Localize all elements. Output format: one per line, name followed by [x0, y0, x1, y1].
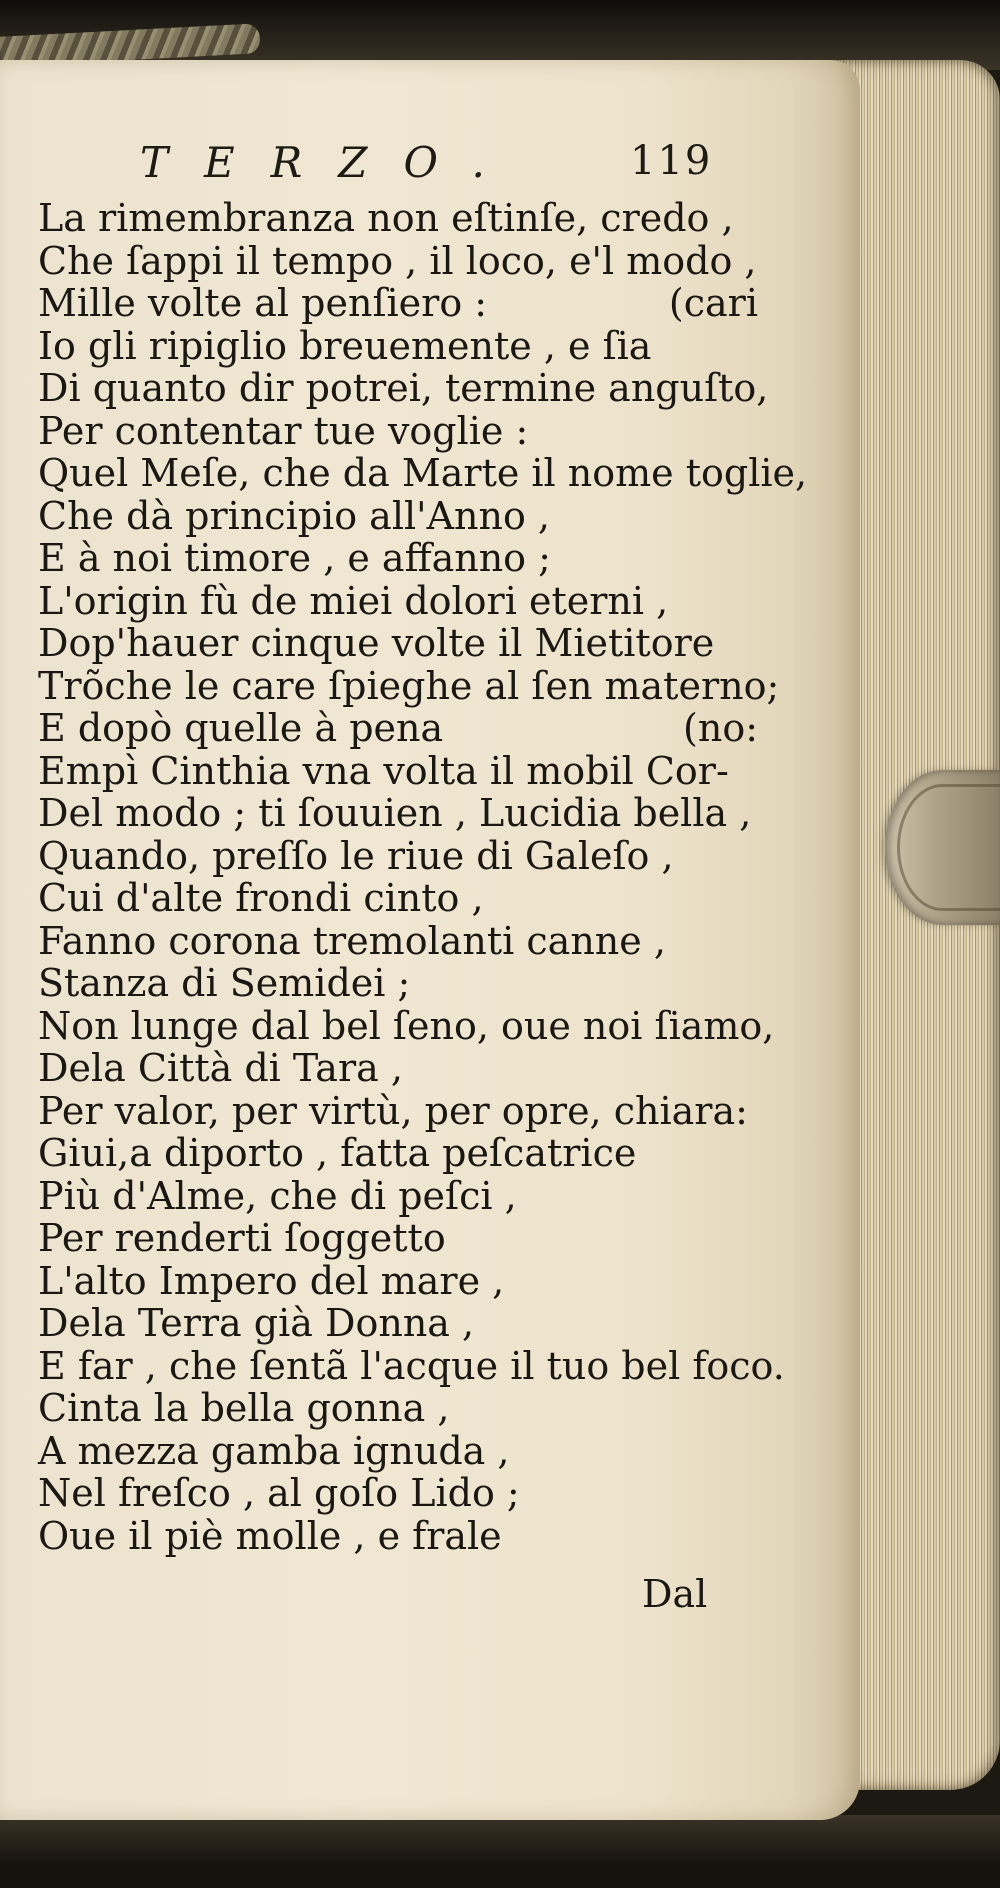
poem-line-text: Non lunge dal bel ſeno, oue noi ſiamo, — [38, 1003, 775, 1048]
poem-line-text: Del modo ; ti ſouuien , Lucidia bella , — [38, 791, 752, 835]
poem-line — [38, 622, 758, 665]
poem-line-text: Oue il piè molle , e frale — [38, 1513, 502, 1558]
poem-line-text: A mezza gamba ignuda , — [38, 1428, 510, 1473]
poem-line-text: E dopò quelle à pena — [38, 706, 444, 750]
running-head-title: TERZO. — [140, 138, 521, 187]
poem-line-text: Dop'hauer cinque volte il Mietitore — [38, 621, 715, 665]
poem-line — [38, 1430, 758, 1473]
poem-line — [38, 1472, 758, 1515]
poem-line — [38, 1217, 758, 1260]
poem-line — [38, 197, 758, 240]
poem-line-text: Cui d'alte frondi cinto , — [38, 876, 484, 920]
poem-line-text: Dela Terra già Donna , — [38, 1301, 475, 1345]
poem-line-text: E far , che ſentã l'acque il tuo bel foco. — [38, 1343, 785, 1388]
poem-line — [38, 410, 758, 453]
poem-line-text: Di quanto dir potrei, termine anguſto, — [38, 366, 769, 410]
poem-line-text: Più d'Alme, che di peſci , — [38, 1173, 517, 1218]
poem-line — [38, 663, 780, 708]
poem-line-text: Giui,a diporto , fatta peſcatrice — [38, 1131, 637, 1175]
poem-text — [38, 196, 808, 1558]
running-head — [140, 138, 760, 198]
turnover-text: (no: — [683, 706, 758, 750]
poem-line-text: Empì Cinthia vna volta il mobil Cor- — [38, 748, 729, 793]
poem-line — [38, 580, 758, 623]
poem-line-text: L'alto Impero del mare , — [38, 1258, 505, 1303]
poem-line-text: Dela Città di Tara , — [38, 1046, 403, 1090]
book-clasp — [885, 770, 1000, 925]
poem-line — [38, 282, 758, 325]
page-number: 119 — [630, 138, 713, 184]
poem-line — [38, 1343, 785, 1388]
poem-line-text: Nel freſco , al goſo Lido ; — [38, 1471, 520, 1515]
poem-line — [38, 1515, 758, 1558]
poem-line — [38, 1260, 758, 1303]
poem-line-text: Fanno corona tremolanti canne , — [38, 918, 666, 963]
poem-line — [38, 1387, 758, 1430]
poem-line-text: Per contentar tue voglie : — [38, 408, 529, 453]
turnover-text: (cari — [668, 281, 758, 325]
poem-line — [38, 920, 758, 963]
poem-line-text: Quel Meſe, che da Marte il nome toglie, — [38, 451, 808, 495]
poem-line — [38, 962, 758, 1005]
poem-line — [38, 707, 758, 750]
poem-line-text: E à noi timore , e affanno ; — [38, 536, 551, 580]
poem-line — [38, 366, 769, 410]
poem-line — [38, 877, 758, 920]
poem-line — [38, 325, 758, 368]
poem-line — [38, 451, 808, 495]
poem-line-text: Per renderti ſoggetto — [38, 1216, 446, 1260]
poem-line — [38, 1175, 758, 1218]
poem-line-text: Quando, preſſo le riue di Galeſo , — [38, 833, 674, 878]
book-cover-bottom — [0, 1815, 1000, 1888]
catchword: Dal — [642, 1572, 708, 1616]
poem-line — [38, 1047, 758, 1090]
poem-line — [38, 1003, 775, 1048]
poem-line-text: L'origin fù de miei dolori eterni , — [38, 578, 669, 623]
poem-line-text: Che ſappi il tempo , il loco, e'l modo , — [38, 238, 757, 283]
poem-line-text: Che dà principio all'Anno , — [38, 493, 550, 538]
poem-line — [38, 1090, 758, 1133]
poem-line — [38, 240, 758, 283]
poem-line-text: Stanza di Semidei ; — [38, 961, 411, 1005]
poem-line — [38, 792, 758, 835]
poem-line-text: Trõche le care ſpieghe al ſen materno; — [38, 663, 780, 708]
poem-line — [38, 1302, 758, 1345]
poem-line — [38, 495, 758, 538]
poem-line-text: Io gli ripiglio breuemente , e ſia — [38, 323, 652, 368]
poem-line — [38, 1132, 758, 1175]
poem-line — [38, 537, 758, 580]
poem-line-text: La rimembranza non eſtinſe, credo , — [38, 196, 734, 240]
poem-line-text: Cinta la bella gonna , — [38, 1386, 450, 1430]
poem-line — [38, 750, 758, 793]
poem-line-text: Mille volte al penſiero : — [38, 281, 488, 325]
poem-line-text: Per valor, per virtù, per opre, chiara: — [38, 1088, 748, 1133]
poem-line — [38, 835, 758, 878]
